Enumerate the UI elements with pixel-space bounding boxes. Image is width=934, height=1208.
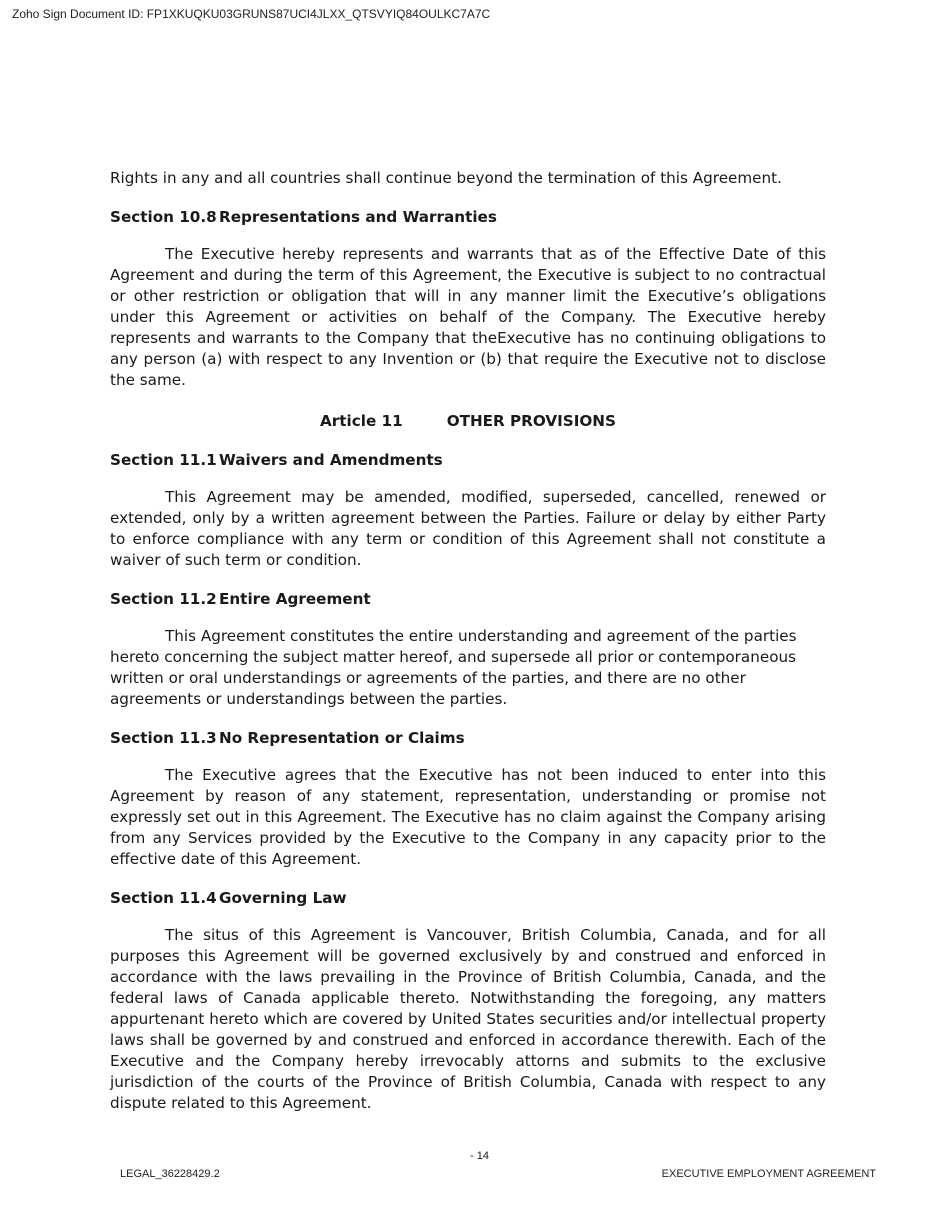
article-number: Article 11 [320,412,403,430]
section-heading-10-8 [110,207,826,228]
section-number: Section 11.1 [110,451,217,469]
article-title: OTHER PROVISIONS [446,412,616,430]
section-number: Section 11.2 [110,590,217,608]
section-title: Representations and Warranties [219,208,497,226]
section-number: Section 10.8 [110,208,217,226]
section-text-11-1: This Agreement may be amended, modified, superseded, cancelled, renewed or extended, only by a written agreement between the Parties. Failure or delay by either Party to enforce compliance with any term or condition of this Agreement shall not constitute a waiver of such term or condition. [110,488,826,569]
page-number: - 14 [470,1150,489,1162]
section-text-10-8: The Executive hereby represents and warrants that as of the Effective Date of this Agreement and during the term of this Agreement, the Executive is subject to no contractual or other restriction or obligation that will in any manner limit the Executive’s obligations under this Agreement or activities on behalf of the Company. The Executive hereby represents and warrants to the Company that theExecutive has no continuing obligations to any person (a) with respect to any Invention or (b) that require the Executive not to disclose the same. [110,245,826,389]
article-heading [110,411,826,432]
document-id: Zoho Sign Document ID: FP1XKUQKU03GRUNS87UCI4JLXX_QTSVYIQ84OULKC7A7C [12,7,491,21]
section-number: Section 11.4 [110,889,217,907]
section-heading-11-2 [110,589,826,610]
section-title: Entire Agreement [219,590,371,608]
lead-text: Rights in any and all countries shall continue beyond the termination of this Agreement. [110,169,782,187]
section-text-11-2: This Agreement constitutes the entire understanding and agreement of the parties hereto concerning the subject matter hereof, and supersede all prior or contemporaneous written or oral understandings or agreements of the parties, and there are no other agreements or understandings between the parties. [110,627,797,708]
section-number: Section 11.3 [110,729,217,747]
section-heading-11-1 [110,450,826,471]
section-title: Waivers and Amendments [219,451,443,469]
section-text-11-4: The situs of this Agreement is Vancouver, British Columbia, Canada, and for all purposes this Agreement will be governed exclusively by and construed and enforced in accordance with the laws prevailing in the Province of British Columbia, Canada, and the federal laws of Canada applicable thereto. Notwithstanding the foregoing, any matters appurtenant hereto which are covered by United States securities and/or intellectual property laws shall be governed by and construed and enforced in accordance therewith. Each of the Executive and the Company hereby irrevocably attorns and submits to the exclusive jurisdiction of the courts of the Province of British Columbia, Canada with respect to any dispute related to this Agreement. [110,926,826,1112]
section-title: No Representation or Claims [219,729,465,747]
section-title: Governing Law [219,889,347,907]
section-heading-11-4 [110,888,826,909]
section-text-11-3: The Executive agrees that the Executive has not been induced to enter into this Agreement by reason of any statement, representation, understanding or promise not expressly set out in this Agreement. The Executive has no claim against the Company arising from any Services provided by the Executive to the Company in any capacity prior to the effective date of this Agreement. [110,766,826,868]
legal-id: LEGAL_36228429.2 [120,1168,220,1180]
section-heading-11-3 [110,728,826,749]
document-body [110,168,826,1114]
footer-doc-title: EXECUTIVE EMPLOYMENT AGREEMENT [661,1168,876,1180]
